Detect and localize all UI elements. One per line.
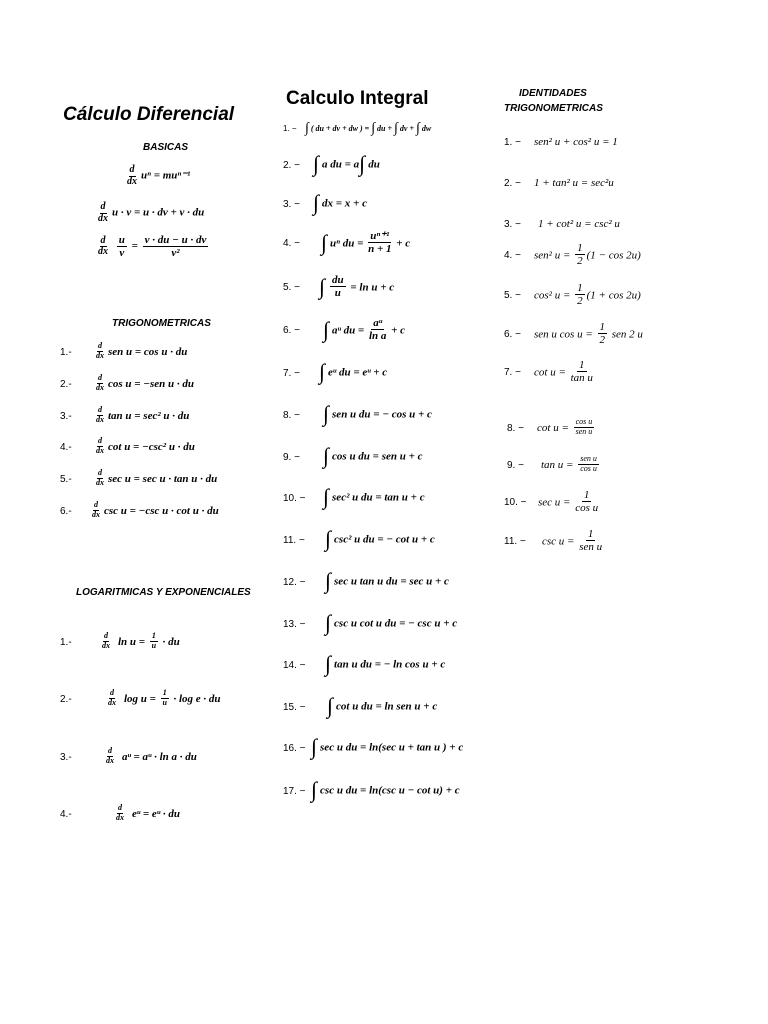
- identidad-item: 5. − cos² u = $\frac{1}{2}$ (1 + cos 2u): [504, 282, 641, 308]
- integral-item: 13. − ∫ csc u cot u du = − csc u + c: [283, 610, 458, 635]
- integral-item: 17. − ∫ csc u du = ln(csc u − cot u) + c: [283, 777, 460, 802]
- integral-item: 10. − ∫ sec² u du = tan u + c: [283, 484, 425, 509]
- identidad-item: 3. − 1 + cot² u = csc² u: [504, 218, 620, 230]
- trig-item: 6.- $\frac{d}{dx}$ csc u = −csc u · cot u · du: [60, 500, 219, 519]
- log-item: 2.- $\frac{d}{dx}$ log u = $\frac{1}{u}$ · log e · du: [60, 688, 221, 707]
- identidad-item: 8. − cot u = $\frac{\text{cos u}}{\text{sen u}}$: [507, 417, 593, 436]
- integral-item: 1. − ∫ ( du + dv + dw ) = ∫ du + ∫ dv + ∫ dw: [283, 121, 432, 136]
- integral-item: 2. − ∫ a du = a∫ du: [283, 151, 380, 176]
- integral-item: 16. − ∫ sec u du = ln(sec u + tan u ) + c: [283, 734, 464, 759]
- identidad-item: 4. − sen² u = $\frac{1}{2}$ (1 − cos 2u): [504, 242, 641, 268]
- identidad-item: 2. − 1 + tan² u = sec²u: [504, 177, 614, 189]
- integral-item: 15. − ∫ cot u du = ln sen u + c: [283, 693, 438, 718]
- identidad-item: 1. − sen² u + cos² u = 1: [504, 136, 618, 148]
- identidad-item: 7. − cot u = $\frac{1}{\text{tan u}}$: [504, 359, 593, 385]
- basica-1: $\frac{d}{dx}$ uⁿ = muⁿ⁻¹: [127, 164, 191, 187]
- trig-item: 1.- $\frac{d}{dx}$ sen u = cos u · du: [60, 341, 188, 360]
- integral-item: 7. − ∫ eᵘ du = eᵘ + c: [283, 359, 388, 384]
- diferencial-title: Cálculo Diferencial: [63, 104, 235, 125]
- log-item: 1.- $\frac{d}{dx}$ ln u = $\frac{1}{u}$ · du: [60, 631, 180, 650]
- trig-item: 5.- $\frac{d}{dx}$ sec u = sec u · tan u · du: [60, 468, 218, 487]
- basicas-heading: BASICAS: [143, 142, 189, 153]
- identidad-item: 9. − tan u = $\frac{\text{sen u}}{\text{cos u}}$: [507, 454, 597, 473]
- log-heading: LOGARITMICAS Y EXPONENCIALES: [76, 587, 251, 598]
- identidades-title: IDENTIDADES: [519, 88, 587, 99]
- identidad-item: 11. − csc u = $\frac{1}{\text{sen u}}$: [504, 528, 603, 554]
- trig-item: 4.- $\frac{d}{dx}$ cot u = −csc² u · du: [60, 436, 195, 455]
- trig-item: 3.- $\frac{d}{dx}$ tan u = sec² u · du: [60, 405, 190, 424]
- integral-item: 14. − ∫ tan u du = − ln cos u + c: [283, 651, 446, 676]
- trig-heading: TRIGONOMETRICAS: [112, 318, 211, 329]
- integral-item: 11. − ∫ csc² u du = − cot u + c: [283, 526, 435, 551]
- trig-item: 2.- $\frac{d}{dx}$ cos u = −sen u · du: [60, 373, 194, 392]
- integral-item: 4. − ∫ uⁿ du = $\frac{\text{uⁿ⁺¹}}{n + 1}$ + c: [283, 229, 411, 256]
- identidad-item: 10. − sec u = $\frac{1}{\text{cos u}}$: [504, 489, 599, 515]
- integral-item: 5. − ∫ $\frac{du}{u}$ = ln u + c: [283, 273, 395, 300]
- log-item: 3.- $\frac{d}{dx}$ aᵘ = aᵘ · ln a · du: [60, 746, 197, 765]
- integral-item: 8. − ∫ sen u du = − cos u + c: [283, 401, 432, 426]
- identidad-item: 6. − sen u cos u = $\frac{1}{2}$ sen 2 u: [504, 321, 643, 347]
- integral-item: 6. − ∫ aᵘ du = $\frac{\text{aᵘ}}{\text{ln a}}$ + c: [283, 316, 406, 343]
- identidades-subtitle: TRIGONOMETRICAS: [504, 103, 603, 114]
- basica-3: $\frac{d}{dx}$ $\frac{u}{v}$ = $\frac{v \cdot du - u \cdot dv}{\text{v²}}$: [98, 234, 207, 260]
- log-item: 4.- $\frac{d}{dx}$ eᵘ = eᵘ · du: [60, 803, 180, 822]
- basica-2: $\frac{d}{dx}$ u · v = u · dv + v · du: [98, 201, 205, 224]
- integral-item: 9. − ∫ cos u du = sen u + c: [283, 443, 423, 468]
- integral-item: 3. − ∫ dx = x + c: [283, 190, 367, 215]
- integral-title: Calculo Integral: [286, 88, 429, 109]
- integral-item: 12. − ∫ sec u tan u du = sec u + c: [283, 568, 449, 593]
